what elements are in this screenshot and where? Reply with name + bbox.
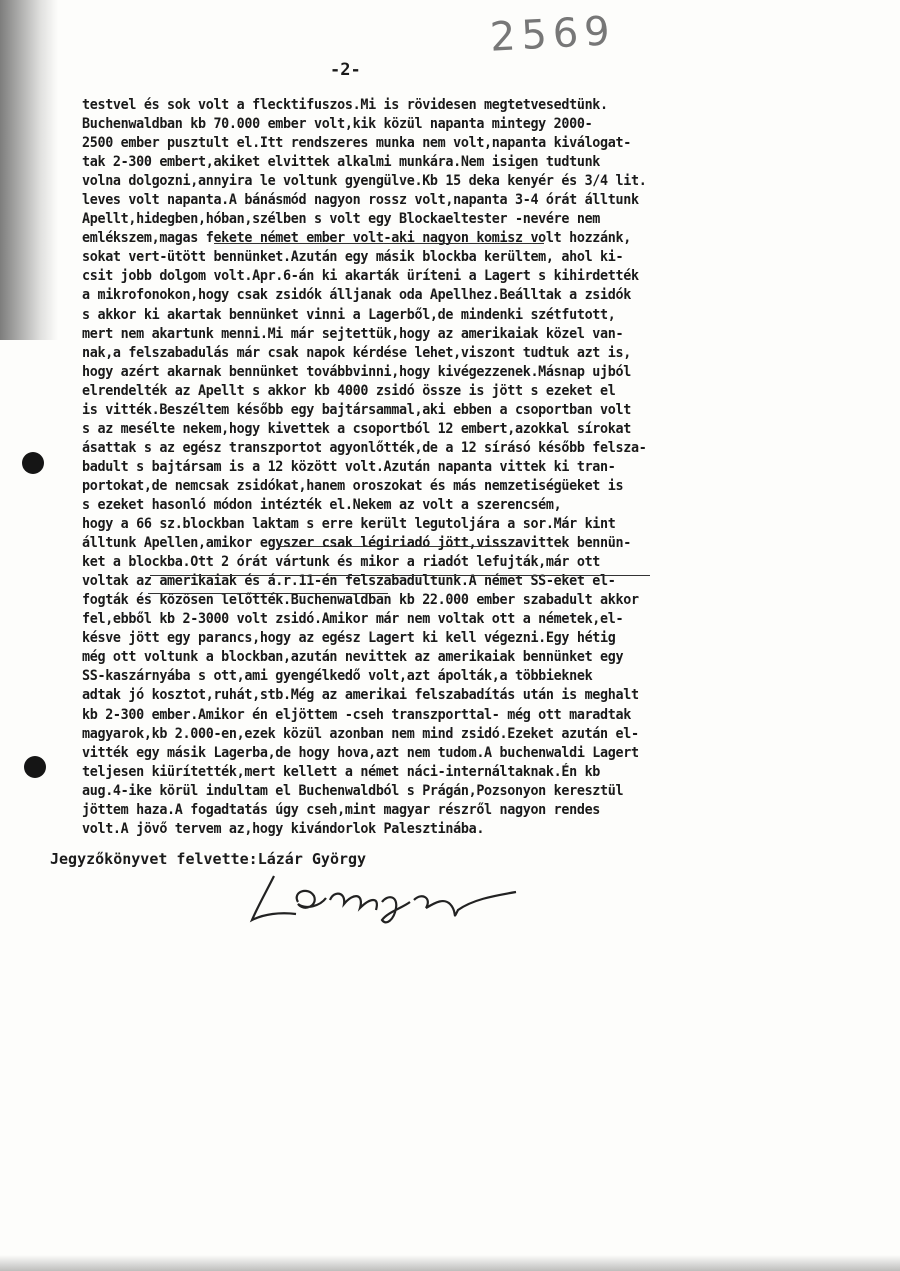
text-line: tak 2-300 embert,akiket elvittek alkalmi munkára.Nem isigen tudtunk <box>82 154 601 171</box>
text-line: csit jobb dolgom volt.Apr.6-án ki akarták üríteni a Lagert s kihirdették <box>82 268 639 285</box>
punch-hole <box>22 452 44 474</box>
text-line: volna dolgozni,annyira le voltunk gyengülve.Kb 15 deka kenyér és 3/4 lit. <box>82 173 647 190</box>
text-line: voltak az amerikaiak és á.r.11-én felszabadultunk.A német SS-eket el- <box>82 573 616 590</box>
text-line: Apellt,hidegben,hóban,szélben s volt egy Blockaeltester -nevére nem <box>82 211 601 228</box>
text-line: hogy a 66 sz.blockban laktam s erre került legutoljára a sor.Már kint <box>82 516 616 533</box>
text-line: mert nem akartunk menni.Mi már sejtettük,hogy az amerikaiak közel van- <box>82 325 624 342</box>
text-line: fogták és közösen lelőtték.Buchenwaldban kb 22.000 ember szabadult akkor <box>82 592 639 609</box>
text-line: is vitték.Beszéltem később egy bajtársammal,aki ebben a csoportban volt <box>82 401 631 418</box>
text-line: vitték egy másik Lagerba,de hogy hova,azt nem tudom.A buchenwaldi Lagert <box>82 744 639 761</box>
text-line: fel,ebből kb 2-3000 volt zsidó.Amikor már nem voltak ott a németek,el- <box>82 611 624 628</box>
punch-hole <box>24 756 46 778</box>
scan-shadow-left <box>0 0 58 340</box>
text-line: álltunk Apellen,amikor egyszer csak légiriadó jött,visszavittek bennün- <box>82 535 631 552</box>
text-line: kb 2-300 ember.Amikor én eljöttem -cseh transzporttal- még ott maradtak <box>82 706 631 723</box>
underline-mark <box>214 243 544 244</box>
page-number: -2- <box>330 60 361 80</box>
text-line: ásattak s az egész transzportot agyonlőtték,de a 12 sírásó később felsza- <box>82 439 647 456</box>
text-line: aug.4-ike körül indultam el Buchenwaldból s Prágán,Pozsonyon keresztül <box>82 782 624 799</box>
text-line: hogy azért akarnak bennünket továbbvinni,hogy kivégezzenek.Másnap ujból <box>82 363 631 380</box>
text-line: késve jött egy parancs,hogy az egész Lagert ki kell végezni.Egy hétig <box>82 630 616 647</box>
text-line: sokat vert-ütött bennünket.Azután egy másik blockba kerültem, ahol ki- <box>82 249 624 266</box>
text-line: 2500 ember pusztult el.Itt rendszeres munka nem volt,napanta kiválogat- <box>82 135 631 152</box>
text-line: jöttem haza.A fogadtatás úgy cseh,mint magyar részről nagyon rendes <box>82 801 601 818</box>
text-line: s az mesélte nekem,hogy kivettek a csoportból 12 embert,azokkal sírokat <box>82 420 631 437</box>
text-line: testvel és sok volt a flecktifuszos.Mi is rövidesen megtetvesedtünk. <box>82 97 608 113</box>
testimony-body <box>82 96 862 839</box>
text-line: ket a blockba.Ott 2 órát vártunk és mikor a riadót lefujták,már ott <box>82 554 601 571</box>
text-line: volt.A jövő tervem az,hogy kivándorlok Palesztinába. <box>82 820 485 837</box>
text-line: Buchenwaldban kb 70.000 ember volt,kik közül napanta mintegy 2000- <box>82 116 593 133</box>
text-line: emlékszem,magas fekete német ember volt-aki nagyon komisz volt hozzánk, <box>82 230 631 247</box>
underline-mark <box>148 593 388 594</box>
text-line: még ott voltunk a blockban,azután nevittek az amerikaiak bennünket egy <box>82 649 624 666</box>
text-line: badult s bajtársam is a 12 között volt.Azután napanta vittek ki tran- <box>82 458 616 475</box>
scan-shadow-bottom <box>0 1255 900 1271</box>
text-line: SS-kaszárnyába s ott,ami gyengélkedő volt,azt ápolták,a többieknek <box>82 668 593 685</box>
text-line: elrendelték az Apellt s akkor kb 4000 zsidó össze is jött s ezeket el <box>82 382 616 399</box>
text-line: teljesen kiürítették,mert kellett a német náci-internáltaknak.Én kb <box>82 763 601 780</box>
protocol-recorder-line: Jegyzőkönyvet felvette:Lázár György <box>50 850 367 868</box>
text-line: portokat,de nemcsak zsidókat,hanem oroszokat és más nemzetiségüeket is <box>82 477 624 494</box>
underline-mark <box>150 575 650 576</box>
text-line: nak,a felszabadulás már csak napok kérdése lehet,viszont tudtuk azt is, <box>82 344 631 361</box>
signature-image <box>236 862 526 932</box>
text-line: s akkor ki akartak bennünket vinni a Lagerből,de mindenki szétfutott, <box>82 306 616 323</box>
text-line: adtak jó kosztot,ruhát,stb.Még az amerikai felszabadítás után is meghalt <box>82 687 639 704</box>
text-line: magyarok,kb 2.000-en,ezek közül azonban nem mind zsidó.Ezeket azután el- <box>82 725 639 742</box>
text-line: a mikrofonokon,hogy csak zsidók álljanak oda Apellhez.Beálltak a zsidók <box>82 287 631 304</box>
text-line: leves volt napanta.A bánásmód nagyon rossz volt,napanta 3-4 órát álltunk <box>82 192 639 209</box>
text-line: s ezeket hasonló módon intézték el.Nekem az volt a szerencsém, <box>82 496 562 513</box>
underline-mark <box>280 546 520 547</box>
archive-number: 2569 <box>488 8 617 61</box>
